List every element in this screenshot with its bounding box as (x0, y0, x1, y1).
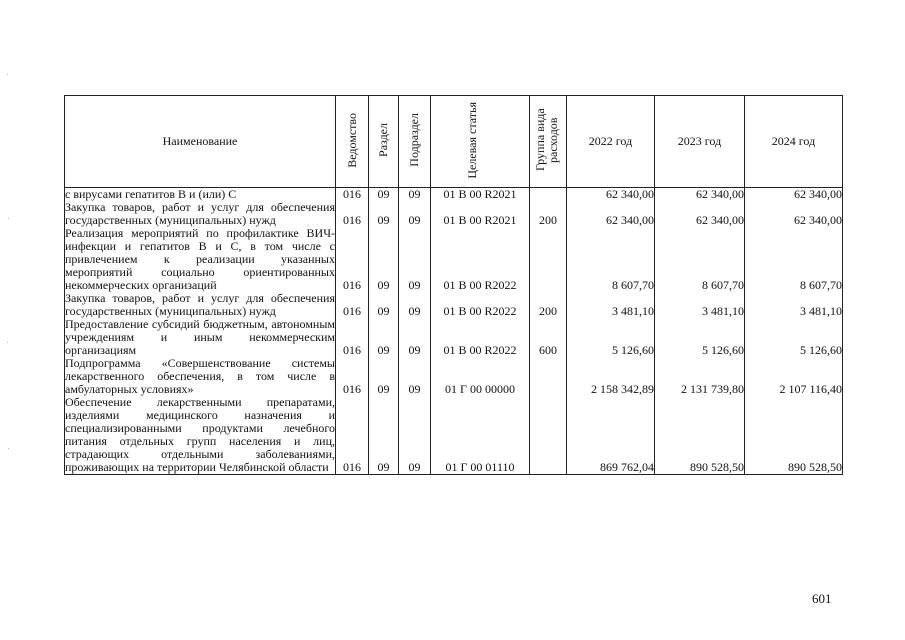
row-name: с вирусами гепатитов В и (или) С (65, 188, 336, 202)
header-vedomstvo-cell (336, 96, 369, 188)
row-vedomstvo: 016 (336, 396, 369, 475)
row-2024: 62 340,00 (745, 188, 843, 202)
row-razdel: 09 (369, 396, 399, 475)
row-podrazdel: 09 (399, 188, 431, 202)
table-row (65, 396, 843, 475)
scan-speck (8, 448, 9, 449)
row-name: Закупка товаров, работ и услуг для обеспечения государственных (муниципальных) нужд (65, 291, 335, 318)
header-tselevaya-statya-cell (431, 96, 530, 188)
scan-speck (7, 342, 8, 343)
table-row (65, 227, 843, 292)
table-row (65, 201, 843, 227)
row-2022: 62 340,00 (567, 201, 655, 227)
scan-speck (7, 74, 8, 75)
row-2024: 3 481,10 (745, 292, 843, 318)
row-vedomstvo: 016 (336, 201, 369, 227)
row-podrazdel: 09 (399, 318, 431, 357)
header-tselevaya-statya: Целевая статья (465, 101, 479, 179)
row-gruppa (530, 188, 567, 202)
header-razdel: Раздел (376, 123, 390, 157)
row-2023: 5 126,60 (655, 318, 745, 357)
row-2024: 5 126,60 (745, 318, 843, 357)
row-gruppa (530, 227, 567, 292)
row-razdel: 09 (369, 201, 399, 227)
table-row (65, 188, 843, 202)
row-razdel: 09 (369, 227, 399, 292)
row-name: Реализация мероприятий по профилактике ВИЧ-инфекции и гепатитов В и С, в том числе с привлечением к реализации указанных мероприятий социально ориентированных некоммерческих организаций (65, 226, 335, 292)
row-vedomstvo: 016 (336, 318, 369, 357)
row-gruppa: 200 (530, 292, 567, 318)
header-2023: 2023 год (655, 96, 745, 188)
row-podrazdel: 09 (399, 201, 431, 227)
row-podrazdel: 09 (399, 227, 431, 292)
row-name: Обеспечение лекарственными препаратами, изделиями медицинского назначения и специализированными продуктами лечебного питания отдельных групп населения и лиц, страдающих отдельными заболеваниями, проживающих на территории Челябинской области (65, 395, 335, 474)
row-2022: 2 158 342,89 (567, 357, 655, 396)
header-razdel-cell (369, 96, 399, 188)
row-podrazdel: 09 (399, 396, 431, 475)
row-2023: 890 528,50 (655, 396, 745, 475)
row-gruppa: 200 (530, 201, 567, 227)
row-name: Подпрограмма «Совершенствование системы лекарственного обеспечения, в том числе в амбулаторных условиях» (65, 356, 335, 396)
row-2023: 8 607,70 (655, 227, 745, 292)
header-2022: 2022 год (567, 96, 655, 188)
row-name: Закупка товаров, работ и услуг для обеспечения государственных (муниципальных) нужд (65, 200, 335, 227)
row-2024: 8 607,70 (745, 227, 843, 292)
row-gruppa: 600 (530, 318, 567, 357)
row-2023: 2 131 739,80 (655, 357, 745, 396)
row-tselevaya-statya: 01 Г 00 00000 (431, 357, 530, 396)
page-number: 601 (812, 591, 832, 606)
row-vedomstvo: 016 (336, 188, 369, 202)
row-2024: 890 528,50 (745, 396, 843, 475)
row-razdel: 09 (369, 188, 399, 202)
budget-table (64, 95, 843, 475)
row-2022: 62 340,00 (567, 188, 655, 202)
table-row (65, 357, 843, 396)
row-podrazdel: 09 (399, 357, 431, 396)
row-tselevaya-statya: 01 В 00 R2021 (431, 188, 530, 202)
row-gruppa (530, 357, 567, 396)
row-razdel: 09 (369, 292, 399, 318)
row-tselevaya-statya: 01 В 00 R2022 (431, 318, 530, 357)
scan-speck (8, 218, 9, 219)
row-razdel: 09 (369, 318, 399, 357)
table-header-row (65, 96, 843, 188)
row-podrazdel: 09 (399, 292, 431, 318)
table-row (65, 318, 843, 357)
header-name: Наименование (65, 96, 336, 188)
header-podrazdel-cell (399, 96, 431, 188)
row-vedomstvo: 016 (336, 357, 369, 396)
table-row (65, 292, 843, 318)
row-2024: 2 107 116,40 (745, 357, 843, 396)
row-tselevaya-statya: 01 Г 00 01110 (431, 396, 530, 475)
row-2023: 3 481,10 (655, 292, 745, 318)
header-vedomstvo: Ведомство (344, 112, 359, 168)
row-vedomstvo: 016 (336, 227, 369, 292)
row-2022: 3 481,10 (567, 292, 655, 318)
row-2022: 8 607,70 (567, 227, 655, 292)
header-podrazdel: Подраздел (407, 113, 421, 167)
row-tselevaya-statya: 01 В 00 R2022 (431, 292, 530, 318)
header-gruppa-cell (530, 96, 567, 188)
header-gruppa-vida-raskhodov: Группа вида расходов (533, 108, 560, 172)
row-2024: 62 340,00 (745, 201, 843, 227)
row-2022: 869 762,04 (567, 396, 655, 475)
row-2023: 62 340,00 (655, 188, 745, 202)
header-2024: 2024 год (745, 96, 843, 188)
row-name: Предоставление субсидий бюджетным, автономным учреждениям и иным некоммерческим организациям (65, 317, 335, 357)
row-2022: 5 126,60 (567, 318, 655, 357)
row-vedomstvo: 016 (336, 292, 369, 318)
row-tselevaya-statya: 01 В 00 R2021 (431, 201, 530, 227)
row-tselevaya-statya: 01 В 00 R2022 (431, 227, 530, 292)
row-gruppa (530, 396, 567, 475)
row-2023: 62 340,00 (655, 201, 745, 227)
row-razdel: 09 (369, 357, 399, 396)
